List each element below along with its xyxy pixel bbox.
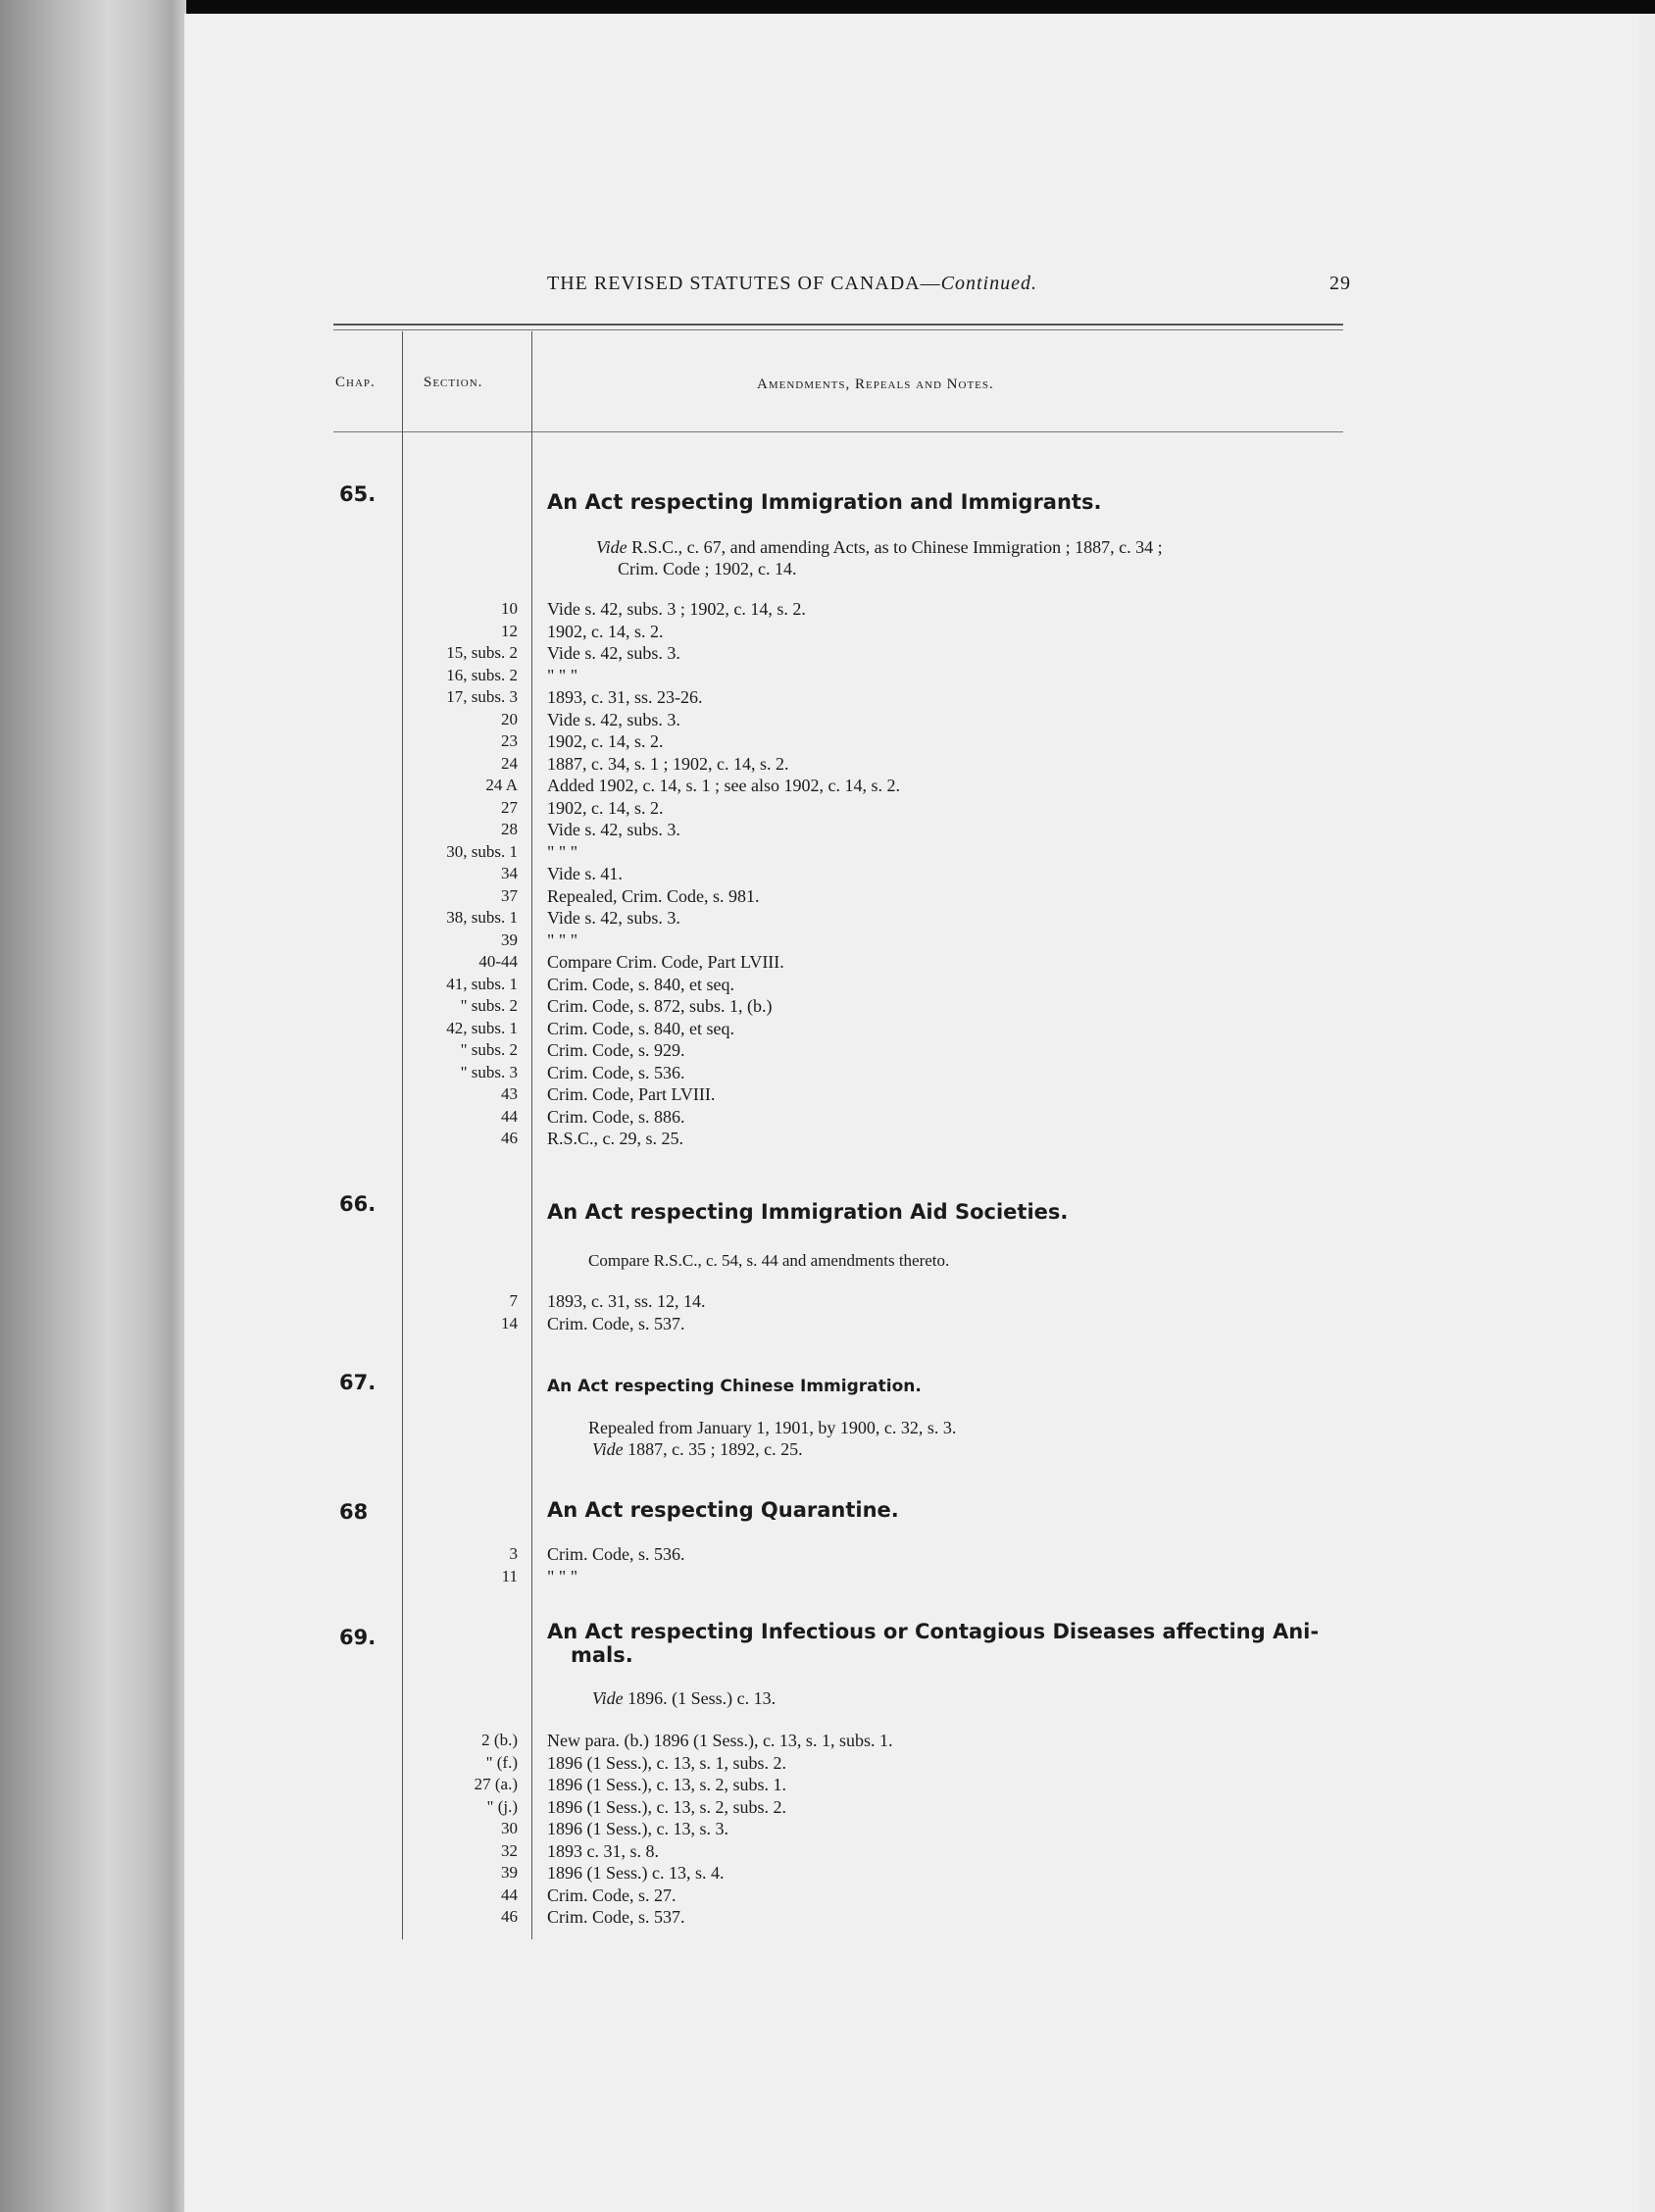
- section-number: " (j.): [486, 1796, 518, 1816]
- section-number: 32: [501, 1840, 518, 1860]
- chapter-number: 66.: [339, 1192, 376, 1216]
- section-number: 30, subs. 1: [446, 841, 518, 861]
- amendment-entry: Crim. Code, s. 840, et seq.: [547, 974, 734, 994]
- section-number: 15, subs. 2: [446, 643, 518, 662]
- header-title: THE REVISED STATUTES OF CANADA—: [547, 273, 941, 294]
- section-number: 14: [501, 1313, 518, 1332]
- running-header: [547, 273, 1037, 295]
- section-number: 44: [501, 1885, 518, 1904]
- section-number: 24 A: [485, 776, 518, 794]
- amendment-entry: Crim. Code, s. 537.: [547, 1313, 685, 1333]
- chapter-number: 69.: [339, 1626, 376, 1649]
- amendment-entry: " " ": [547, 841, 578, 862]
- header-title-continued: Continued.: [940, 273, 1037, 294]
- section-number: 39: [501, 930, 518, 949]
- section-number: 42, subs. 1: [446, 1018, 518, 1037]
- amendment-entry: Vide s. 42, subs. 3 ; 1902, c. 14, s. 2.: [547, 599, 806, 619]
- chapter-number: 68: [339, 1500, 369, 1524]
- chapter-number: 67.: [339, 1371, 376, 1394]
- amendment-entry: 1902, c. 14, s. 2.: [547, 731, 664, 751]
- amendment-entry: " " ": [547, 930, 578, 950]
- amendment-entry: 1896 (1 Sess.), c. 13, s. 1, subs. 2.: [547, 1752, 787, 1773]
- header-rule-second: [333, 329, 1343, 330]
- section-list: [404, 598, 518, 1150]
- section-number: 41, subs. 1: [446, 974, 518, 993]
- amendment-entry: 1887, c. 34, s. 1 ; 1902, c. 14, s. 2.: [547, 753, 789, 774]
- chapter-note: Compare R.S.C., c. 54, s. 44 and amendments thereto.: [588, 1251, 950, 1270]
- section-number: 2 (b.): [481, 1731, 518, 1749]
- section-number: 16, subs. 2: [446, 665, 518, 684]
- chapter-note: Vide R.S.C., c. 67, and amending Acts, as to Chinese Immigration ; 1887, c. 34 ;: [596, 537, 1163, 557]
- chapter-title: An Act respecting Immigration Aid Societies.: [547, 1200, 1069, 1224]
- chapter-note: Vide 1887, c. 35 ; 1892, c. 25.: [592, 1439, 803, 1459]
- amendment-entry: New para. (b.) 1896 (1 Sess.), c. 13, s. 1, subs. 1.: [547, 1731, 893, 1750]
- section-number: 3: [509, 1544, 518, 1563]
- chapter-title-continued: mals.: [571, 1643, 633, 1667]
- chapter-note: Crim. Code ; 1902, c. 14.: [618, 559, 797, 578]
- column-divider-chap: [402, 331, 403, 1939]
- section-number: 38, subs. 1: [446, 908, 518, 927]
- amendment-entry: " " ": [547, 1566, 578, 1586]
- amendment-entry: Crim. Code, s. 536.: [547, 1544, 685, 1564]
- amendment-entry: Added 1902, c. 14, s. 1 ; see also 1902, c. 14, s. 2.: [547, 776, 900, 795]
- amendment-entry: 1893, c. 31, ss. 12, 14.: [547, 1291, 706, 1311]
- chapter-title: An Act respecting Quarantine.: [547, 1498, 899, 1522]
- section-number: 20: [501, 709, 518, 729]
- amendment-list: [547, 1290, 706, 1334]
- section-number: 10: [501, 599, 518, 618]
- section-number: 30: [501, 1819, 518, 1837]
- amendment-entry: Compare Crim. Code, Part LVIII.: [547, 952, 784, 972]
- section-list: [404, 1290, 518, 1334]
- section-number: 24: [501, 753, 518, 773]
- amendment-entry: Repealed, Crim. Code, s. 981.: [547, 885, 760, 906]
- section-number: 46: [501, 1129, 518, 1147]
- col-header-chap: Chap.: [335, 375, 376, 390]
- amendment-entry: R.S.C., c. 29, s. 25.: [547, 1129, 684, 1148]
- section-list: [404, 1543, 518, 1587]
- amendment-entry: " " ": [547, 665, 578, 685]
- amendment-entry: Crim. Code, s. 929.: [547, 1040, 685, 1060]
- section-number: 23: [501, 731, 518, 750]
- chapter-number: 65.: [339, 482, 376, 506]
- amendment-entry: Vide s. 42, subs. 3.: [547, 709, 680, 729]
- amendment-entry: 1896 (1 Sess.), c. 13, s. 3.: [547, 1819, 728, 1838]
- amendment-entry: 1896 (1 Sess.), c. 13, s. 2, subs. 1.: [547, 1775, 787, 1794]
- chapter-note: Repealed from January 1, 1901, by 1900, c. 32, s. 3.: [588, 1418, 957, 1437]
- chapter-title: An Act respecting Chinese Immigration.: [547, 1377, 922, 1396]
- amendment-entry: 1902, c. 14, s. 2.: [547, 621, 664, 641]
- section-number: 7: [509, 1291, 518, 1310]
- scan-top-edge: [0, 0, 1655, 14]
- chapter-note: Vide 1896. (1 Sess.) c. 13.: [592, 1688, 777, 1708]
- column-divider-section: [531, 331, 532, 1939]
- amendment-entry: Crim. Code, s. 27.: [547, 1885, 677, 1905]
- amendment-entry: 1896 (1 Sess.) c. 13, s. 4.: [547, 1863, 725, 1883]
- section-number: 17, subs. 3: [446, 687, 518, 706]
- amendment-entry: Vide s. 41.: [547, 864, 623, 883]
- amendment-entry: 1896 (1 Sess.), c. 13, s. 2, subs. 2.: [547, 1796, 787, 1817]
- amendment-entry: Crim. Code, s. 536.: [547, 1062, 685, 1082]
- amendment-entry: 1893, c. 31, ss. 23-26.: [547, 687, 703, 707]
- section-number: " subs. 3: [460, 1062, 518, 1081]
- amendment-list: [547, 1543, 685, 1587]
- amendment-entry: Crim. Code, Part LVIII.: [547, 1084, 716, 1104]
- page-number: 29: [1329, 273, 1351, 294]
- section-number: 40-44: [478, 952, 518, 971]
- amendment-entry: Vide s. 42, subs. 3.: [547, 908, 680, 928]
- section-number: 43: [501, 1084, 518, 1103]
- col-header-section: Section.: [424, 375, 483, 390]
- amendment-entry: Vide s. 42, subs. 3.: [547, 643, 680, 663]
- amendment-entry: Crim. Code, s. 537.: [547, 1907, 685, 1927]
- book-spine-shadow: [0, 0, 186, 2212]
- section-number: 39: [501, 1863, 518, 1882]
- header-rule-top: [333, 324, 1343, 326]
- section-number: 34: [501, 864, 518, 882]
- section-list: [404, 1730, 518, 1929]
- section-number: " (f.): [485, 1752, 518, 1772]
- column-header-rule: [333, 431, 1343, 432]
- section-number: 27 (a.): [474, 1775, 518, 1793]
- section-number: 44: [501, 1106, 518, 1126]
- chapter-title: An Act respecting Immigration and Immigrants.: [547, 490, 1102, 514]
- section-number: 46: [501, 1907, 518, 1926]
- section-number: 28: [501, 820, 518, 838]
- section-number: 27: [501, 797, 518, 817]
- col-header-notes: Amendments, Repeals and Notes.: [757, 377, 994, 392]
- amendment-entry: Crim. Code, s. 886.: [547, 1106, 685, 1127]
- section-number: " subs. 2: [460, 996, 518, 1015]
- amendment-list: [547, 598, 900, 1150]
- chapter-title: An Act respecting Infectious or Contagious Diseases affecting Ani-: [547, 1620, 1320, 1643]
- amendment-entry: Vide s. 42, subs. 3.: [547, 820, 680, 839]
- section-number: 11: [501, 1566, 518, 1585]
- section-number: 12: [501, 621, 518, 640]
- amendment-entry: Crim. Code, s. 840, et seq.: [547, 1018, 734, 1038]
- section-number: " subs. 2: [460, 1040, 518, 1059]
- document-page: [184, 14, 1639, 2212]
- amendment-list: [547, 1730, 892, 1929]
- amendment-entry: 1893 c. 31, s. 8.: [547, 1840, 659, 1861]
- amendment-entry: Crim. Code, s. 872, subs. 1, (b.): [547, 996, 773, 1016]
- section-number: 37: [501, 885, 518, 905]
- amendment-entry: 1902, c. 14, s. 2.: [547, 797, 664, 818]
